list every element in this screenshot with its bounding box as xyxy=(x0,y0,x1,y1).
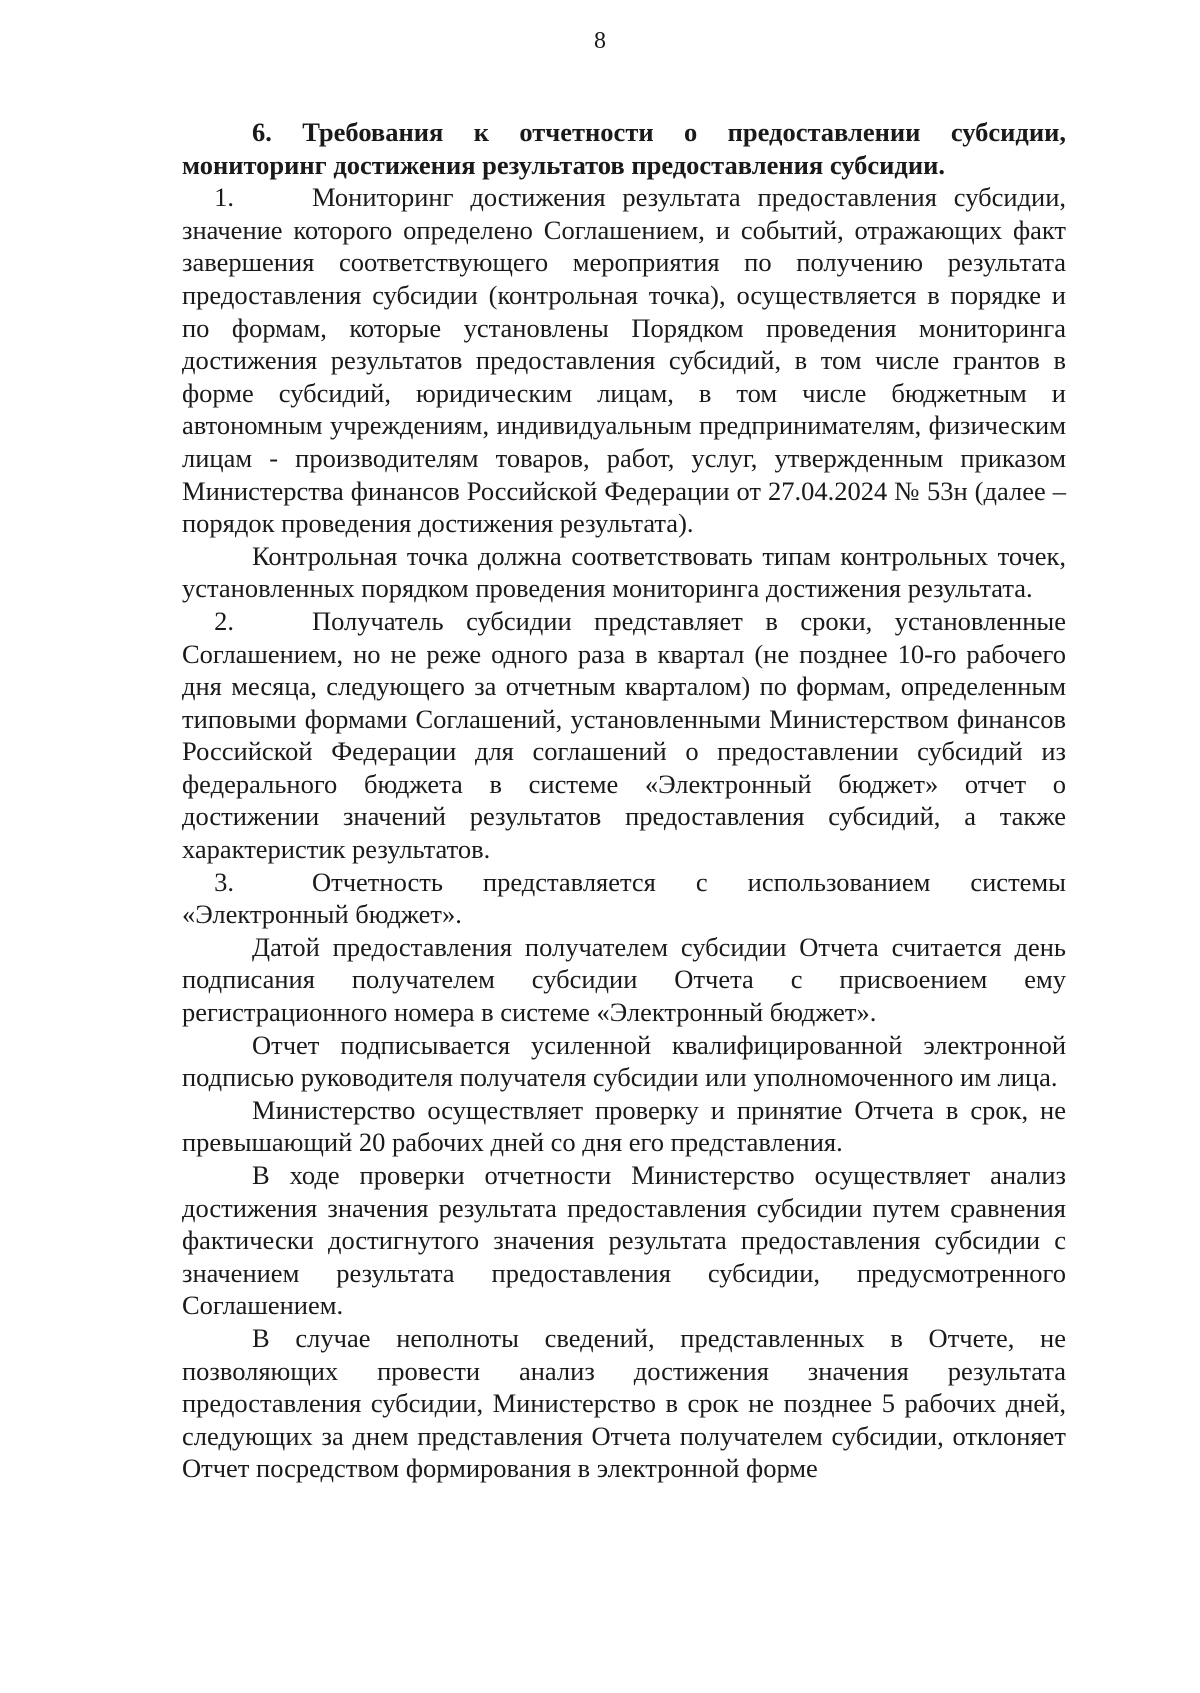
paragraph: В случае неполноты сведений, представленных в Отчете, не позволяющих провести анализ достижения значения результата предоставления субсидии, Министерство в срок не позднее 5 рабочих дней, следующих за днем представления Отчета получателем субсидии, отклоняет Отчет посредством формирования в электронной форме xyxy=(182,1322,1066,1484)
paragraph-number: 3. xyxy=(214,866,234,897)
paragraph xyxy=(182,866,1066,931)
paragraph: Отчет подписывается усиленной квалифицированной электронной подписью руководителя получателя субсидии или уполномоченного им лица. xyxy=(182,1029,1066,1093)
paragraph-number: 2. xyxy=(214,605,234,636)
paragraph-text: Отчетность представляется с использованием системы «Электронный бюджет». xyxy=(182,866,1066,930)
paragraph-text: Мониторинг достижения результата предоставления субсидии, значение которого определено Соглашением, и событий, отражающих факт завершения соответствующего мероприятия по получению результата предоставления субсидии (контрольная точка), осуществляется в порядке и по формам, которые установлены Порядком проведения мониторинга достижения результатов предоставления субсидий, в том числе грантов в форме субсидий, юридическим лицам, в том числе бюджетным и автономным учреждениям, индивидуальным предпринимателям, физическим лицам - производителям товаров, работ, услуг, утвержденным приказом Министерства финансов Российской Федерации от 27.04.2024 № 53н (далее – порядок проведения достижения результата). xyxy=(182,182,1066,539)
document-body xyxy=(182,116,1066,1485)
paragraph xyxy=(182,605,1066,866)
paragraph xyxy=(182,181,1066,540)
page-number: 8 xyxy=(594,28,606,54)
paragraph: Контрольная точка должна соответствовать типам контрольных точек, установленных порядком проведения мониторинга достижения результата. xyxy=(182,540,1066,604)
paragraph-number: 1. xyxy=(214,182,234,213)
paragraph-text: Получатель субсидии представляет в сроки, установленные Соглашением, но не реже одного раза в квартал (не позднее 10-го рабочего дня месяца, следующего за отчетным кварталом) по формам, определенным типовыми формами Соглашений, установленными Министерством финансов Российской Федерации для соглашений о предоставлении субсидий из федерального бюджета в системе «Электронный бюджет» отчет о достижении значений результатов предоставления субсидий, а также характеристик результатов. xyxy=(182,605,1066,865)
paragraph: В ходе проверки отчетности Министерство осуществляет анализ достижения значения результата предоставления субсидии путем сравнения фактически достигнутого значения результата предоставления субсидии с значением результата предоставления субсидии, предусмотренного Соглашением. xyxy=(182,1160,1066,1321)
paragraph: Датой предоставления получателем субсидии Отчета считается день подписания получателем субсидии Отчета с присвоением ему регистрационного номера в системе «Электронный бюджет». xyxy=(182,931,1066,1028)
paragraph: Министерство осуществляет проверку и принятие Отчета в срок, не превышающий 20 рабочих дней со дня его представления. xyxy=(182,1094,1066,1158)
section-heading: 6. Требования к отчетности о предоставлении субсидии, мониторинг достижения результатов предоставления субсидии. xyxy=(182,117,1066,180)
